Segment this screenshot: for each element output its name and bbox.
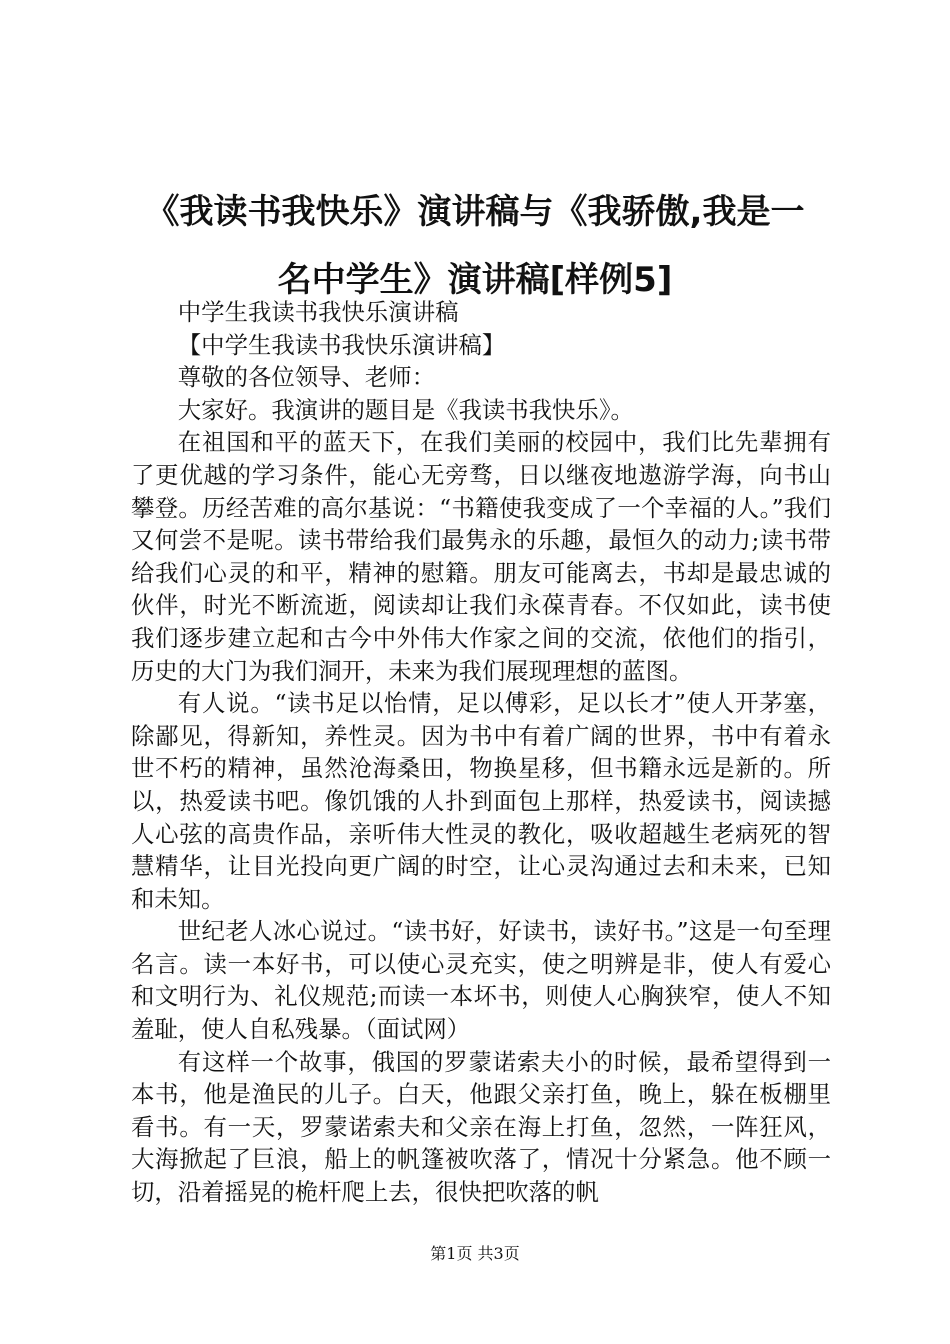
paragraph-body: 有人说。“读书足以怡情，足以傅彩，足以长才”使人开茅塞，除鄙见，得新知，养性灵。因为书中有着广阔的世界，书中有着永世不朽的精神，虽然沧海桑田，物换星移，但书籍永远是新的。所以，热爱读书吧。像饥饿的人扑到面包上那样，热爱读书，阅读撼人心弦的高贵作品，亲听伟大性灵的教化，吸收超越生老病死的智慧精华，让目光投向更广阔的时空，让心灵沟通过去和未来，已知和未知。 bbox=[131, 689, 831, 913]
document-body bbox=[131, 296, 831, 1209]
paragraph-body: 在祖国和平的蓝天下，在我们美丽的校园中，我们比先辈拥有了更优越的学习条件，能心无旁骛，日以继夜地遨游学海，向书山攀登。历经苦难的高尔基说：“书籍使我变成了一个幸福的人。”我们又何尝不是呢。读书带给我们最隽永的乐趣，最恒久的动力;读书带给我们心灵的和平，精神的慰籍。朋友可能离去，书却是最忠诚的伙伴，时光不断流逝，阅读却让我们永葆青春。不仅如此，读书使我们逐步建立起和古今中外伟大作家之间的交流，依他们的指引，历史的大门为我们洞开，未来为我们展现理想的蓝图。 bbox=[131, 428, 831, 685]
paragraph-subtitle: 中学生我读书我快乐演讲稿 bbox=[177, 298, 459, 326]
paragraph-body: 有这样一个故事，俄国的罗蒙诺索夫小的时候，最希望得到一本书，他是渔民的儿子。白天，他跟父亲打鱼，晚上，躲在板棚里看书。有一天，罗蒙诺索夫和父亲在海上打鱼，忽然，一阵狂风，大海掀起了巨浪，船上的帆篷被吹落了，情况十分紧急。他不顾一切，沿着摇晃的桅杆爬上去，很快把吹落的帆 bbox=[131, 1047, 831, 1207]
document-title bbox=[95, 178, 855, 314]
paragraph-salutation: 尊敬的各位领导、老师： bbox=[177, 363, 436, 392]
document-title-line-1: 《我读书我快乐》演讲稿与《我骄傲,我是一 bbox=[145, 192, 805, 232]
document-title-line-2: 名中学生》演讲稿[样例5] bbox=[277, 260, 673, 300]
page-footer bbox=[0, 1243, 950, 1265]
paragraph-bracket-heading: 【中学生我读书我快乐演讲稿】 bbox=[177, 330, 506, 359]
paragraph-greeting: 大家好。我演讲的题目是《我读书我快乐》。 bbox=[177, 395, 634, 424]
paragraph-body: 世纪老人冰心说过。“读书好，好读书，读好书。”这是一句至理名言。读一本好书，可以使心灵充实，使之明辨是非，使人有爱心和文明行为、礼仪规范;而读一本坏书，则使人心胸狭窄，使人不知羞耻，使人自私残暴。（面试网） bbox=[131, 917, 831, 1044]
page-number: 第1页 共3页 bbox=[430, 1244, 520, 1263]
